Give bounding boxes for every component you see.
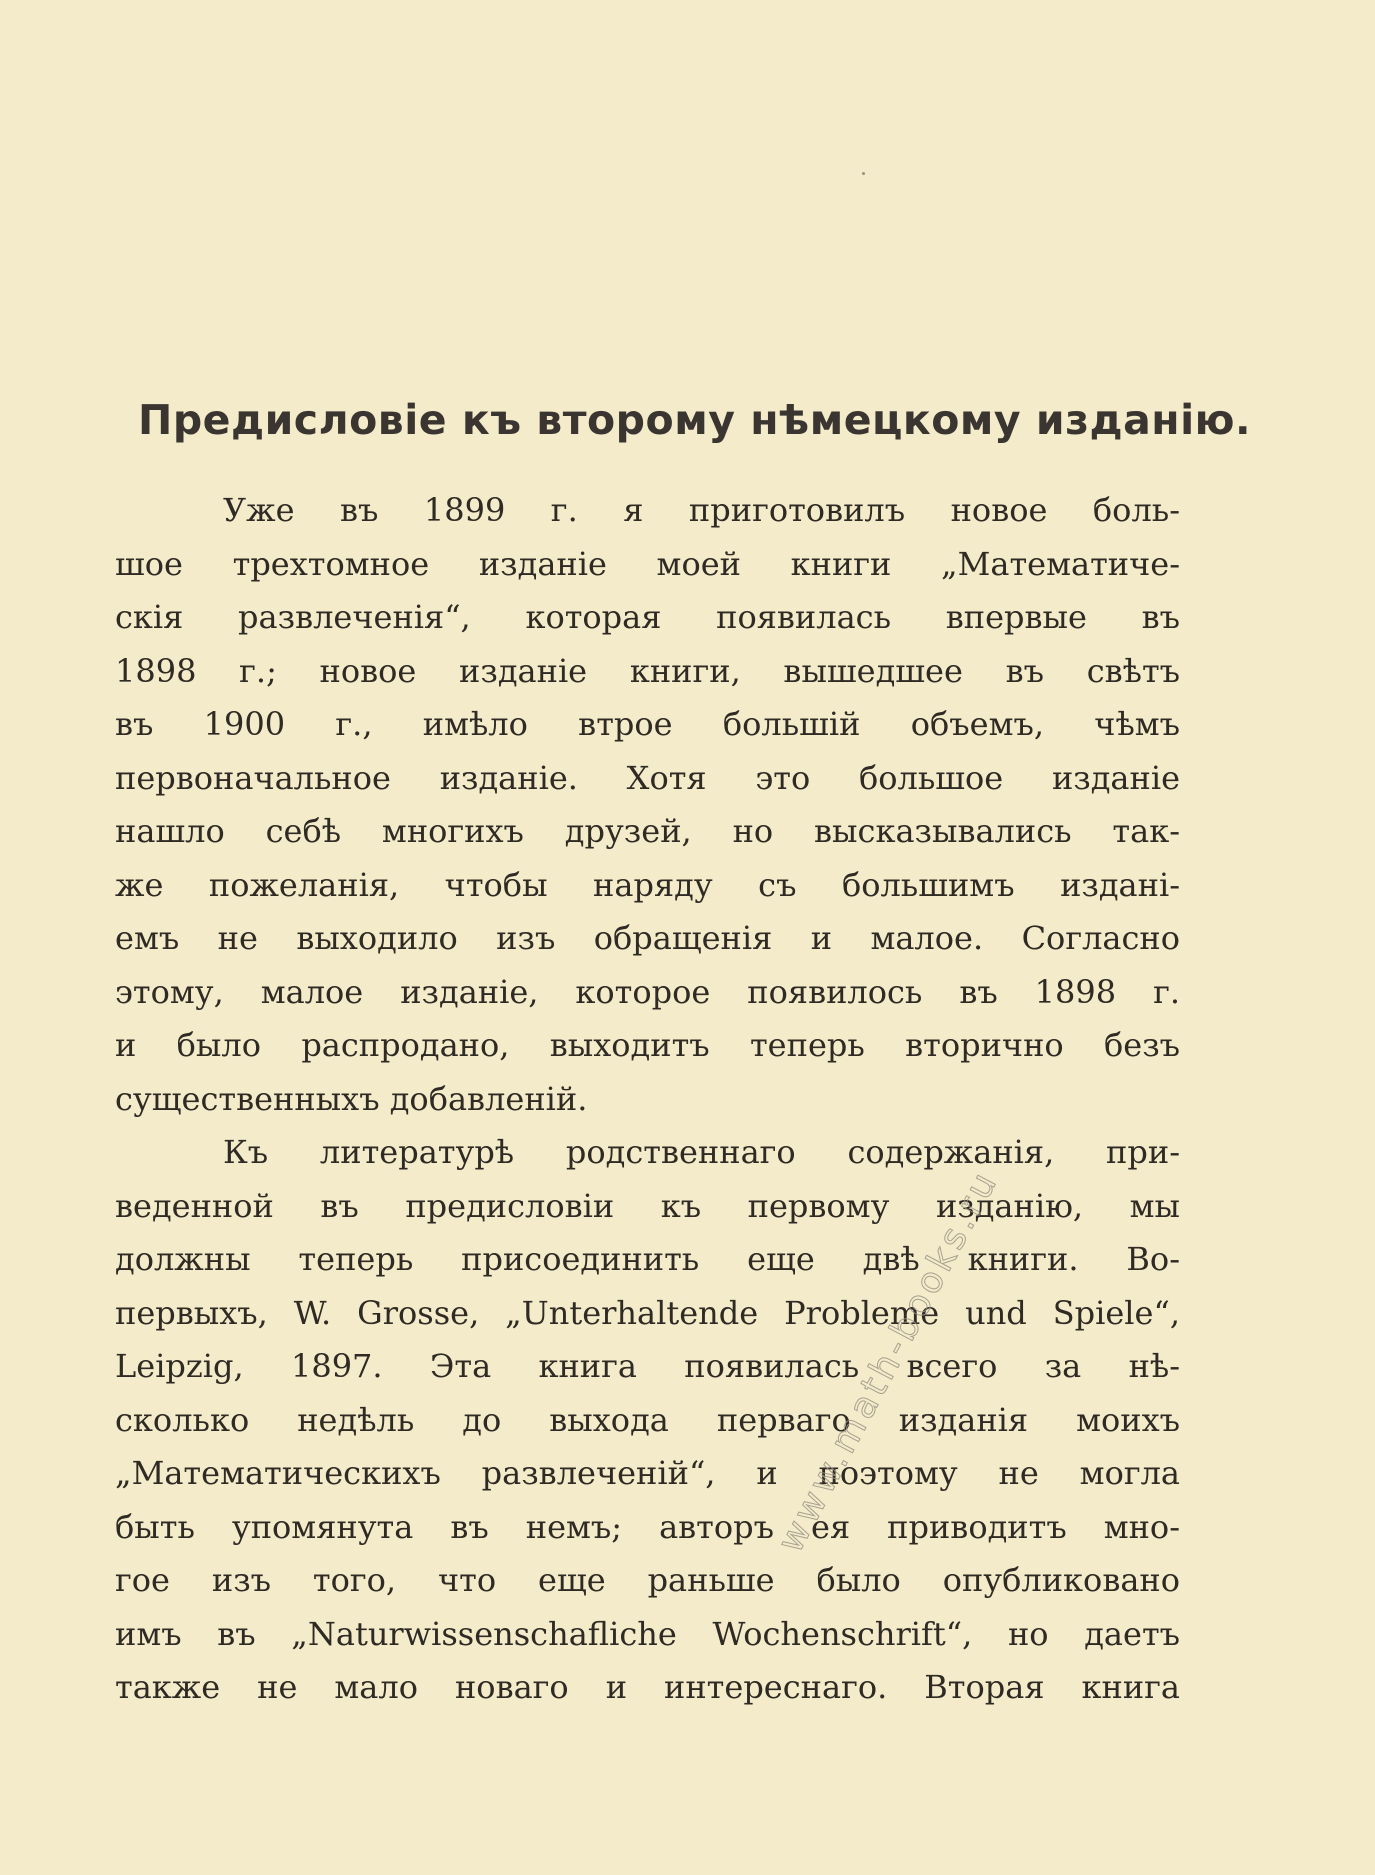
text-line: также не мало новаго и интереснаго. Вторая книга	[115, 1668, 1180, 1706]
ink-speck	[862, 172, 865, 175]
text-line: 1898 г.; новое изданіе книги, вышедшее въ свѣтъ	[115, 651, 1180, 690]
text-line: имъ въ „Naturwissenschafliche Wochenschrift“, но даетъ	[115, 1614, 1180, 1653]
paragraph-1	[115, 484, 1180, 1126]
text-line: гое изъ того, что еще раньше было опубликовано	[115, 1561, 1180, 1599]
paragraph-2	[115, 1126, 1180, 1715]
text-line: сколько недѣль до выхода перваго изданія моихъ	[115, 1400, 1180, 1439]
text-line: же пожеланія, чтобы наряду съ большимъ издані-	[115, 865, 1180, 904]
text-line: нашло себѣ многихъ друзей, но высказывались так-	[115, 812, 1180, 850]
text-line: должны теперь присоединить еще двѣ книги. Во-	[115, 1240, 1180, 1278]
text-line: въ 1900 г., имѣло втрое большій объемъ, чѣмъ	[115, 705, 1180, 743]
text-line: Къ литературѣ родственнаго содержанія, при-	[223, 1133, 1180, 1171]
text-line: первыхъ, W. Grosse, „Unterhaltende Probleme und Spiele“,	[115, 1293, 1180, 1332]
text-line: веденной въ предисловіи къ первому изданію, мы	[115, 1186, 1180, 1225]
text-line: емъ не выходило изъ обращенія и малое. Согласно	[115, 919, 1180, 957]
text-line: быть упомянута въ немъ; авторъ ея приводитъ мно-	[115, 1507, 1180, 1546]
text-line: скія развлеченія“, которая появилась впервые въ	[115, 598, 1180, 636]
text-line: „Математическихъ развлеченій“, и поэтому не могла	[115, 1454, 1180, 1492]
watermark: www.math-books.ru	[770, 1162, 1007, 1560]
preface-heading: Предисловіе къ второму нѣмецкому изданію.	[138, 396, 1252, 444]
text-line: шое трехтомное изданіе моей книги „Математиче-	[115, 544, 1180, 583]
preface-body	[115, 484, 1180, 1715]
text-line: Уже въ 1899 г. я приготовилъ новое боль-	[223, 491, 1180, 529]
text-line: первоначальное изданіе. Хотя это большое изданіе	[115, 758, 1180, 797]
text-line: Leipzig, 1897. Эта книга появилась всего за нѣ-	[115, 1347, 1180, 1385]
text-line: этому, малое изданіе, которое появилось въ 1898 г.	[115, 972, 1180, 1011]
text-line: существенныхъ добавленій.	[115, 1079, 588, 1118]
text-line: и было распродано, выходитъ теперь вторично безъ	[115, 1026, 1180, 1064]
